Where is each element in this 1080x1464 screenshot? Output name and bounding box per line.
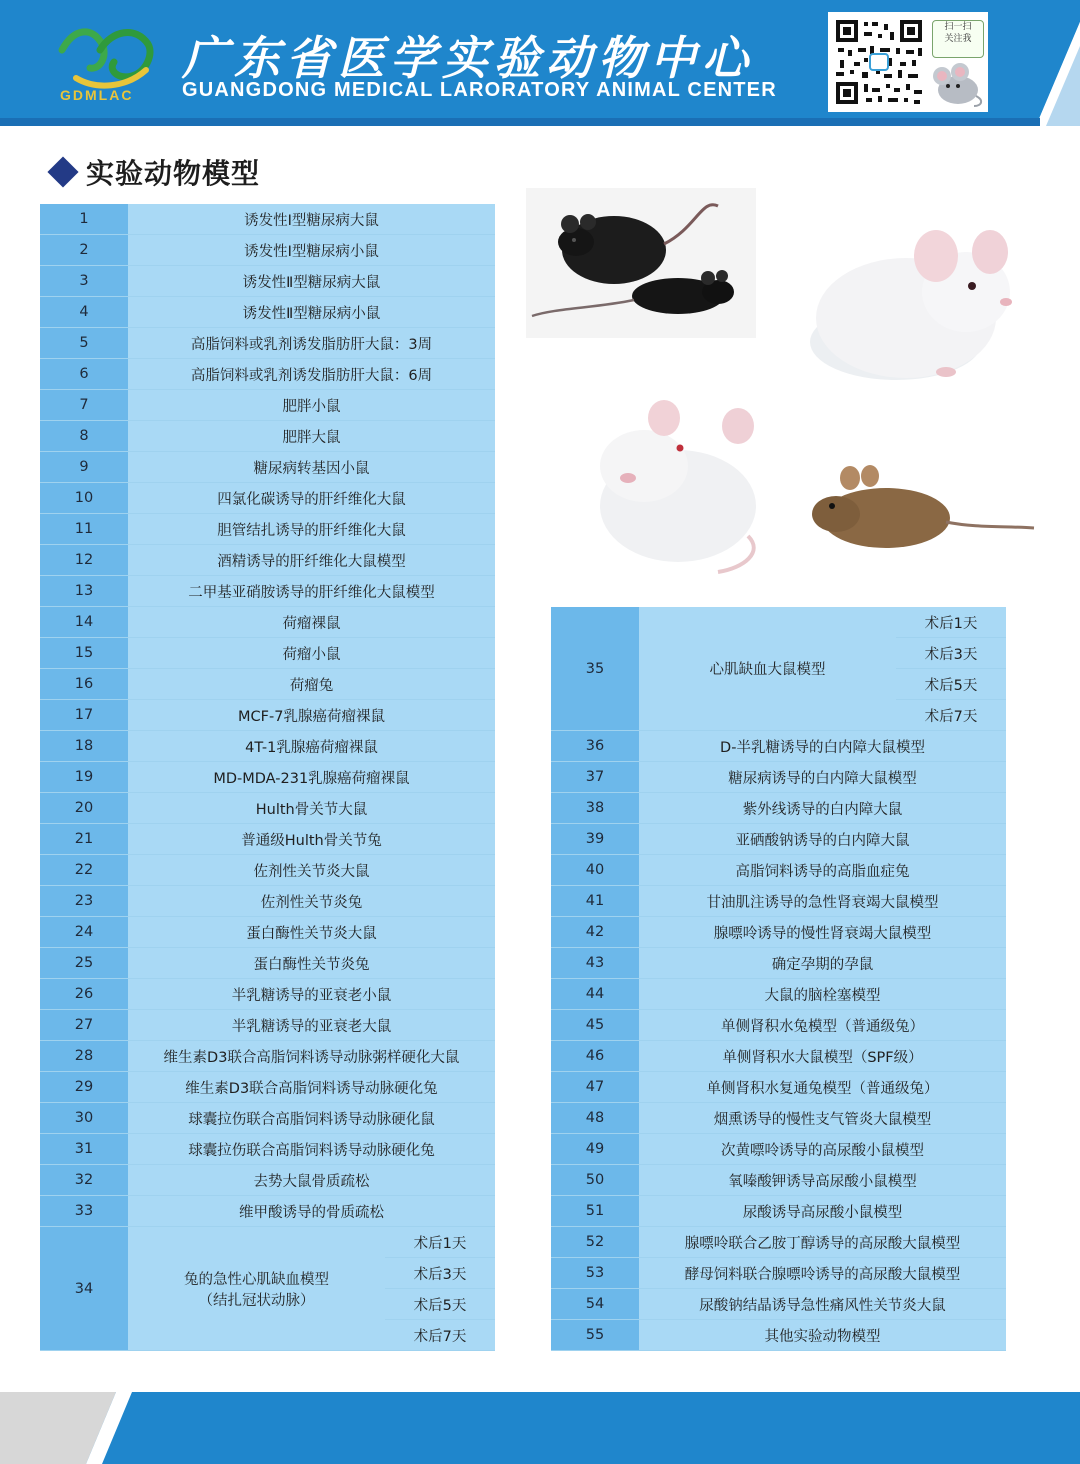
row-number: 36 xyxy=(551,731,639,762)
table-row xyxy=(40,1103,495,1134)
model-name: 尿酸诱导高尿酸小鼠模型 xyxy=(639,1196,1006,1227)
row-number: 55 xyxy=(551,1320,639,1351)
white-mouse-photo xyxy=(796,222,1022,384)
table-row xyxy=(40,1041,495,1072)
row-number: 2 xyxy=(40,235,128,266)
model-name: 肥胖大鼠 xyxy=(128,421,495,452)
model-name-note: （结扎冠状动脉） xyxy=(198,1292,315,1309)
section-heading xyxy=(46,150,260,194)
table-row xyxy=(40,1196,495,1227)
model-name: 单侧肾积水兔模型（普通级兔） xyxy=(639,1010,1006,1041)
row-number: 34 xyxy=(40,1227,128,1351)
model-name: 半乳糖诱导的亚衰老大鼠 xyxy=(128,1010,495,1041)
table-row xyxy=(40,886,495,917)
row-number: 35 xyxy=(551,607,639,731)
table-row xyxy=(40,328,495,359)
model-name: 四氯化碳诱导的肝纤维化大鼠 xyxy=(128,483,495,514)
footer-banner xyxy=(0,1392,1080,1464)
model-name: 佐剂性关节炎兔 xyxy=(128,886,495,917)
model-name: 亚硒酸钠诱导的白内障大鼠 xyxy=(639,824,1006,855)
table-row xyxy=(551,793,1006,824)
table-row-timepoint xyxy=(551,607,1006,638)
left-model-table xyxy=(40,204,495,1351)
wechat-qr-panel[interactable] xyxy=(828,12,988,112)
table-row xyxy=(40,1134,495,1165)
table-row-timepoint xyxy=(40,1227,495,1258)
table-row xyxy=(551,1289,1006,1320)
table-row xyxy=(551,1072,1006,1103)
row-number: 19 xyxy=(40,762,128,793)
row-number: 33 xyxy=(40,1196,128,1227)
table-row xyxy=(40,700,495,731)
postop-day-label: 术后3天 xyxy=(385,1258,495,1289)
row-number: 6 xyxy=(40,359,128,390)
model-name: 酵母饲料联合腺嘌呤诱导的高尿酸大鼠模型 xyxy=(639,1258,1006,1289)
table-row xyxy=(40,1010,495,1041)
row-number: 43 xyxy=(551,948,639,979)
row-number: 44 xyxy=(551,979,639,1010)
row-number: 53 xyxy=(551,1258,639,1289)
row-number: 31 xyxy=(40,1134,128,1165)
row-number: 20 xyxy=(40,793,128,824)
table-row xyxy=(40,917,495,948)
table-row xyxy=(551,948,1006,979)
table-row xyxy=(551,824,1006,855)
table-row xyxy=(40,452,495,483)
table-row xyxy=(40,1072,495,1103)
brown-mouse-photo xyxy=(806,462,1036,562)
model-name: 氧嗪酸钾诱导高尿酸小鼠模型 xyxy=(639,1165,1006,1196)
model-name: 4T-1乳腺癌荷瘤裸鼠 xyxy=(128,731,495,762)
svg-text:GDMLAC: GDMLAC xyxy=(60,87,134,103)
row-number: 28 xyxy=(40,1041,128,1072)
table-row xyxy=(40,235,495,266)
row-number: 52 xyxy=(551,1227,639,1258)
table-row xyxy=(40,390,495,421)
row-number: 49 xyxy=(551,1134,639,1165)
model-name: 维生素D3联合高脂饲料诱导动脉粥样硬化大鼠 xyxy=(128,1041,495,1072)
table-row xyxy=(40,855,495,886)
model-name: 腺嘌呤诱导的慢性肾衰竭大鼠模型 xyxy=(639,917,1006,948)
model-name: 蛋白酶性关节炎兔 xyxy=(128,948,495,979)
model-name: 糖尿病转基因小鼠 xyxy=(128,452,495,483)
row-number: 10 xyxy=(40,483,128,514)
model-name: D-半乳糖诱导的白内障大鼠模型 xyxy=(639,731,1006,762)
black-mice-photo xyxy=(526,188,756,338)
white-rat-photo xyxy=(568,396,768,576)
row-number: 15 xyxy=(40,638,128,669)
row-number: 41 xyxy=(551,886,639,917)
model-name: 半乳糖诱导的亚衰老小鼠 xyxy=(128,979,495,1010)
qr-code-icon[interactable] xyxy=(834,18,924,106)
row-number: 54 xyxy=(551,1289,639,1320)
row-number: 29 xyxy=(40,1072,128,1103)
table-row xyxy=(40,638,495,669)
row-number: 50 xyxy=(551,1165,639,1196)
model-name: 普通级Hulth骨关节兔 xyxy=(128,824,495,855)
postop-day-label: 术后7天 xyxy=(385,1320,495,1351)
row-number: 8 xyxy=(40,421,128,452)
row-number: 30 xyxy=(40,1103,128,1134)
row-number: 38 xyxy=(551,793,639,824)
row-number: 14 xyxy=(40,607,128,638)
table-row xyxy=(551,1165,1006,1196)
table-row xyxy=(40,483,495,514)
row-number: 45 xyxy=(551,1010,639,1041)
model-name: 诱发性Ⅰ型糖尿病大鼠 xyxy=(128,204,495,235)
model-name: 二甲基亚硝胺诱导的肝纤维化大鼠模型 xyxy=(128,576,495,607)
row-number: 16 xyxy=(40,669,128,700)
table-row xyxy=(40,979,495,1010)
gdmlac-logo xyxy=(56,20,156,104)
header-banner xyxy=(0,0,1080,126)
center-title-chinese: 广东省医学实验动物中心 xyxy=(182,31,754,85)
table-row xyxy=(40,1165,495,1196)
model-name: 大鼠的脑栓塞模型 xyxy=(639,979,1006,1010)
table-row xyxy=(551,1196,1006,1227)
table-row xyxy=(40,576,495,607)
model-name: 确定孕期的孕鼠 xyxy=(639,948,1006,979)
table-row xyxy=(551,1227,1006,1258)
row-number: 13 xyxy=(40,576,128,607)
table-row xyxy=(551,1320,1006,1351)
table-row xyxy=(551,1258,1006,1289)
table-row xyxy=(551,1041,1006,1072)
table-row xyxy=(40,793,495,824)
model-name: 尿酸钠结晶诱导急性痛风性关节炎大鼠 xyxy=(639,1289,1006,1320)
row-number: 4 xyxy=(40,297,128,328)
table-row xyxy=(40,824,495,855)
postop-day-label: 术后3天 xyxy=(896,638,1006,669)
scan-follow-bubble: 扫一扫 关注我 xyxy=(932,20,984,58)
row-number: 23 xyxy=(40,886,128,917)
row-number: 11 xyxy=(40,514,128,545)
cartoon-mouse-icon xyxy=(928,56,986,108)
model-name-line: 兔的急性心肌缺血模型 xyxy=(184,1271,329,1288)
model-name: 肥胖小鼠 xyxy=(128,390,495,421)
model-name: 糖尿病诱导的白内障大鼠模型 xyxy=(639,762,1006,793)
model-name: 酒精诱导的肝纤维化大鼠模型 xyxy=(128,545,495,576)
model-name: 心肌缺血大鼠模型 xyxy=(639,607,896,731)
row-number: 40 xyxy=(551,855,639,886)
row-number: 12 xyxy=(40,545,128,576)
model-name: 紫外线诱导的白内障大鼠 xyxy=(639,793,1006,824)
model-name: 单侧肾积水复通兔模型（普通级兔） xyxy=(639,1072,1006,1103)
postop-day-label: 术后5天 xyxy=(896,669,1006,700)
model-name: 球囊拉伤联合高脂饲料诱导动脉硬化鼠 xyxy=(128,1103,495,1134)
model-name: 球囊拉伤联合高脂饲料诱导动脉硬化兔 xyxy=(128,1134,495,1165)
model-name: 胆管结扎诱导的肝纤维化大鼠 xyxy=(128,514,495,545)
model-name: 次黄嘌呤诱导的高尿酸小鼠模型 xyxy=(639,1134,1006,1165)
table-row xyxy=(40,731,495,762)
table-row xyxy=(40,669,495,700)
table-row xyxy=(551,762,1006,793)
model-name: 荷瘤兔 xyxy=(128,669,495,700)
table-row xyxy=(40,297,495,328)
table-row xyxy=(40,607,495,638)
model-name: MD-MDA-231乳腺癌荷瘤裸鼠 xyxy=(128,762,495,793)
row-number: 42 xyxy=(551,917,639,948)
table-row xyxy=(40,421,495,452)
row-number: 25 xyxy=(40,948,128,979)
model-name: Hulth骨关节大鼠 xyxy=(128,793,495,824)
row-number: 18 xyxy=(40,731,128,762)
model-name: 烟熏诱导的慢性支气管炎大鼠模型 xyxy=(639,1103,1006,1134)
row-number: 5 xyxy=(40,328,128,359)
center-title-english: GUANGDONG MEDICAL LARORATORY ANIMAL CENTER xyxy=(182,79,777,101)
model-name: 诱发性Ⅱ型糖尿病大鼠 xyxy=(128,266,495,297)
model-name: 其他实验动物模型 xyxy=(639,1320,1006,1351)
row-number: 32 xyxy=(40,1165,128,1196)
row-number: 46 xyxy=(551,1041,639,1072)
table-row xyxy=(551,979,1006,1010)
table-row xyxy=(551,886,1006,917)
row-number: 51 xyxy=(551,1196,639,1227)
model-name xyxy=(128,1227,385,1351)
postop-day-label: 术后1天 xyxy=(896,607,1006,638)
table-row xyxy=(551,1010,1006,1041)
row-number: 1 xyxy=(40,204,128,235)
postop-day-label: 术后7天 xyxy=(896,700,1006,731)
model-name: 腺嘌呤联合乙胺丁醇诱导的高尿酸大鼠模型 xyxy=(639,1227,1006,1258)
row-number: 24 xyxy=(40,917,128,948)
model-name: 荷瘤裸鼠 xyxy=(128,607,495,638)
table-row xyxy=(551,1103,1006,1134)
model-name: 维甲酸诱导的骨质疏松 xyxy=(128,1196,495,1227)
model-name: 高脂饲料或乳剂诱发脂肪肝大鼠：6周 xyxy=(128,359,495,390)
table-row xyxy=(40,359,495,390)
row-number: 39 xyxy=(551,824,639,855)
row-number: 27 xyxy=(40,1010,128,1041)
diamond-bullet-icon xyxy=(47,156,78,187)
model-name: 荷瘤小鼠 xyxy=(128,638,495,669)
row-number: 3 xyxy=(40,266,128,297)
right-model-table xyxy=(551,607,1006,1351)
table-row xyxy=(551,1134,1006,1165)
section-title: 实验动物模型 xyxy=(86,157,261,190)
postop-day-label: 术后1天 xyxy=(385,1227,495,1258)
table-row xyxy=(40,948,495,979)
row-number: 47 xyxy=(551,1072,639,1103)
table-row xyxy=(40,514,495,545)
table-row xyxy=(551,917,1006,948)
row-number: 22 xyxy=(40,855,128,886)
table-row xyxy=(551,855,1006,886)
model-name: 蛋白酶性关节炎大鼠 xyxy=(128,917,495,948)
row-number: 9 xyxy=(40,452,128,483)
model-name: 诱发性Ⅰ型糖尿病小鼠 xyxy=(128,235,495,266)
table-row xyxy=(40,266,495,297)
row-number: 48 xyxy=(551,1103,639,1134)
row-number: 17 xyxy=(40,700,128,731)
model-name: 甘油肌注诱导的急性肾衰竭大鼠模型 xyxy=(639,886,1006,917)
postop-day-label: 术后5天 xyxy=(385,1289,495,1320)
row-number: 21 xyxy=(40,824,128,855)
table-row xyxy=(40,762,495,793)
table-row xyxy=(40,545,495,576)
model-name: 维生素D3联合高脂饲料诱导动脉硬化兔 xyxy=(128,1072,495,1103)
row-number: 26 xyxy=(40,979,128,1010)
model-name: 佐剂性关节炎大鼠 xyxy=(128,855,495,886)
table-row xyxy=(40,204,495,235)
model-name: MCF-7乳腺癌荷瘤裸鼠 xyxy=(128,700,495,731)
model-name: 单侧肾积水大鼠模型（SPF级） xyxy=(639,1041,1006,1072)
model-name: 高脂饲料或乳剂诱发脂肪肝大鼠：3周 xyxy=(128,328,495,359)
row-number: 37 xyxy=(551,762,639,793)
model-name: 高脂饲料诱导的高脂血症兔 xyxy=(639,855,1006,886)
table-row xyxy=(551,731,1006,762)
model-name: 去势大鼠骨质疏松 xyxy=(128,1165,495,1196)
model-name: 诱发性Ⅱ型糖尿病小鼠 xyxy=(128,297,495,328)
row-number: 7 xyxy=(40,390,128,421)
